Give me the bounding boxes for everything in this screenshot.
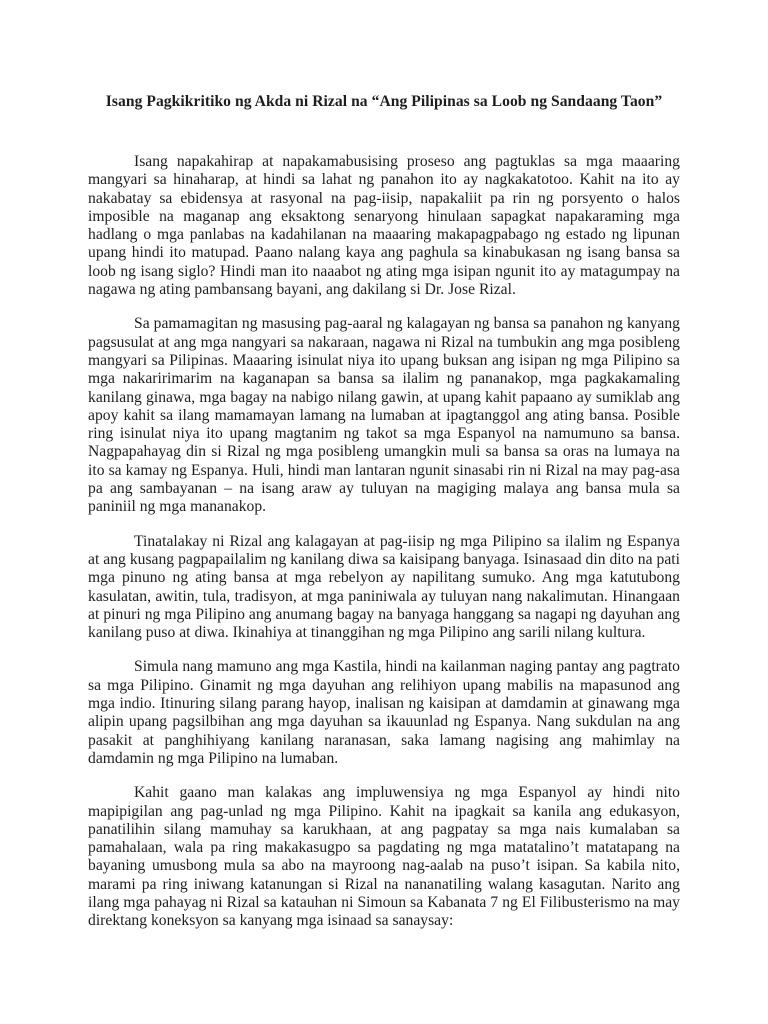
paragraph-5: Kahit gaano man kalakas ang impluwensiya ng mga Espanyol ay hindi nito mapipigilan ang pag-unlad ng mga Pilipino. Kahit na ipagkait sa kanila ang edukasyon, panatilihin silang mamuhay sa karukhaan, at ang pagpatay sa mga nais kumalaban sa pamahalaan, wala pa ring makakasugpo sa pagdating ng mga matatalino’t matatapang na bayaning umusbong mula sa abo na mayroong nag-aalab na puso’t isipan. Sa kabila nito, marami pa ring iniwang katanungan si Rizal na nananatiling walang kasagutan. Narito ang ilang mga pahayag ni Rizal sa katauhan ni Simoun sa Kabanata 7 ng El Filibusterismo na may direktang koneksyon sa kanyang mga isinaad sa sanaysay: [88,784,680,930]
paragraph-3: Tinatalakay ni Rizal ang kalagayan at pag-iisip ng mga Pilipino sa ilalim ng Espanya at ang kusang pagpapailalim ng kanilang diwa sa kaisipang banyaga. Isinasaad din dito na pati mga pinuno ng ating bansa at mga rebelyon ay napilitang sumuko. Ang mga katutubong kasulatan, awitin, tula, tradisyon, at mga paniniwala ay tuluyan nang nakalimutan. Hinangaan at pinuri ng mga Pilipino ang anumang bagay na banyaga hanggang sa nagapi ng dayuhan ang kanilang puso at diwa. Ikinahiya at tinanggihan ng mga Pilipino ang sarili nilang kultura. [88,532,680,642]
paragraph-2: Sa pamamagitan ng masusing pag-aaral ng kalagayan ng bansa sa panahon ng kanyang pagsusulat at ang mga nangyari sa nakaraan, nagawa ni Rizal na tumbukin ang mga posibleng mangyari sa Pilipinas. Maaaring isinulat niya ito upang buksan ang isipan ng mga Pilipino sa mga nakaririmarim na kaganapan sa bansa sa ilalim ng pananakop, mga pagkakamaling kanilang ginawa, mga bagay na nabigo nilang gawin, at upang kahit papaano ay sumiklab ang apoy kahit sa ilang mamamayan lamang na lumaban at ipagtanggol ang ating bansa. Posible ring isinulat niya ito upang magtanim ng takot sa mga Espanyol na namumuno sa bansa. Nagpapahayag din si Rizal ng mga posibleng umangkin muli sa bansa sa oras na lumaya na ito sa kamay ng Espanya. Huli, hindi man lantaran ngunit sinasabi rin ni Rizal na may pag-asa pa ang sambayanan – na isang araw ay tuluyan na magiging malaya ang bansa mula sa paniniil ng mga mananakop. [88,315,680,516]
paragraph-4: Simula nang mamuno ang mga Kastila, hindi na kailanman naging pantay ang pagtrato sa mga Pilipino. Ginamit ng mga dayuhan ang relihiyon upang mabilis na mapasunod ang mga indio. Itinuring silang parang hayop, inalisan ng kaisipan at damdamin at ginawang mga alipin upang pagsilbihan ang mga dayuhan sa ikauunlad ng Espanya. Nang sukdulan na ang pasakit at panghihiyang kanilang naranasan, saka lamang nagising ang mahimlay na damdamin ng mga Pilipino na lumaban. [88,658,680,767]
document-title: Isang Pagkikritiko ng Akda ni Rizal na “Ang Pilipinas sa Loob ng Sandaang Taon” [105,93,663,110]
paragraph-1: Isang napakahirap at napakamabusising proseso ang pagtuklas sa mga maaaring mangyari sa hinaharap, at hindi sa lahat ng panahon ito ay nagkakatotoo. Kahit na ito ay nakabatay sa ebidensya at rasyonal na pag-iisip, napakaliit pa rin ng porsyento o halos imposible na maganap ang eksaktong senaryong hinulaan sapagkat napakaraming mga hadlang o mga panlabas na kadahilanan na maaaring makapagpabago ng estado ng lipunan upang hindi ito matupad. Paano nalang kaya ang paghula sa kinabukasan ng isang bansa sa loob ng isang siglo? Hindi man ito naaabot ng ating mga isipan ngunit ito ay matagumpay na nagawa ng ating pambansang bayani, ang dakilang si Dr. Jose Rizal. [88,153,680,299]
